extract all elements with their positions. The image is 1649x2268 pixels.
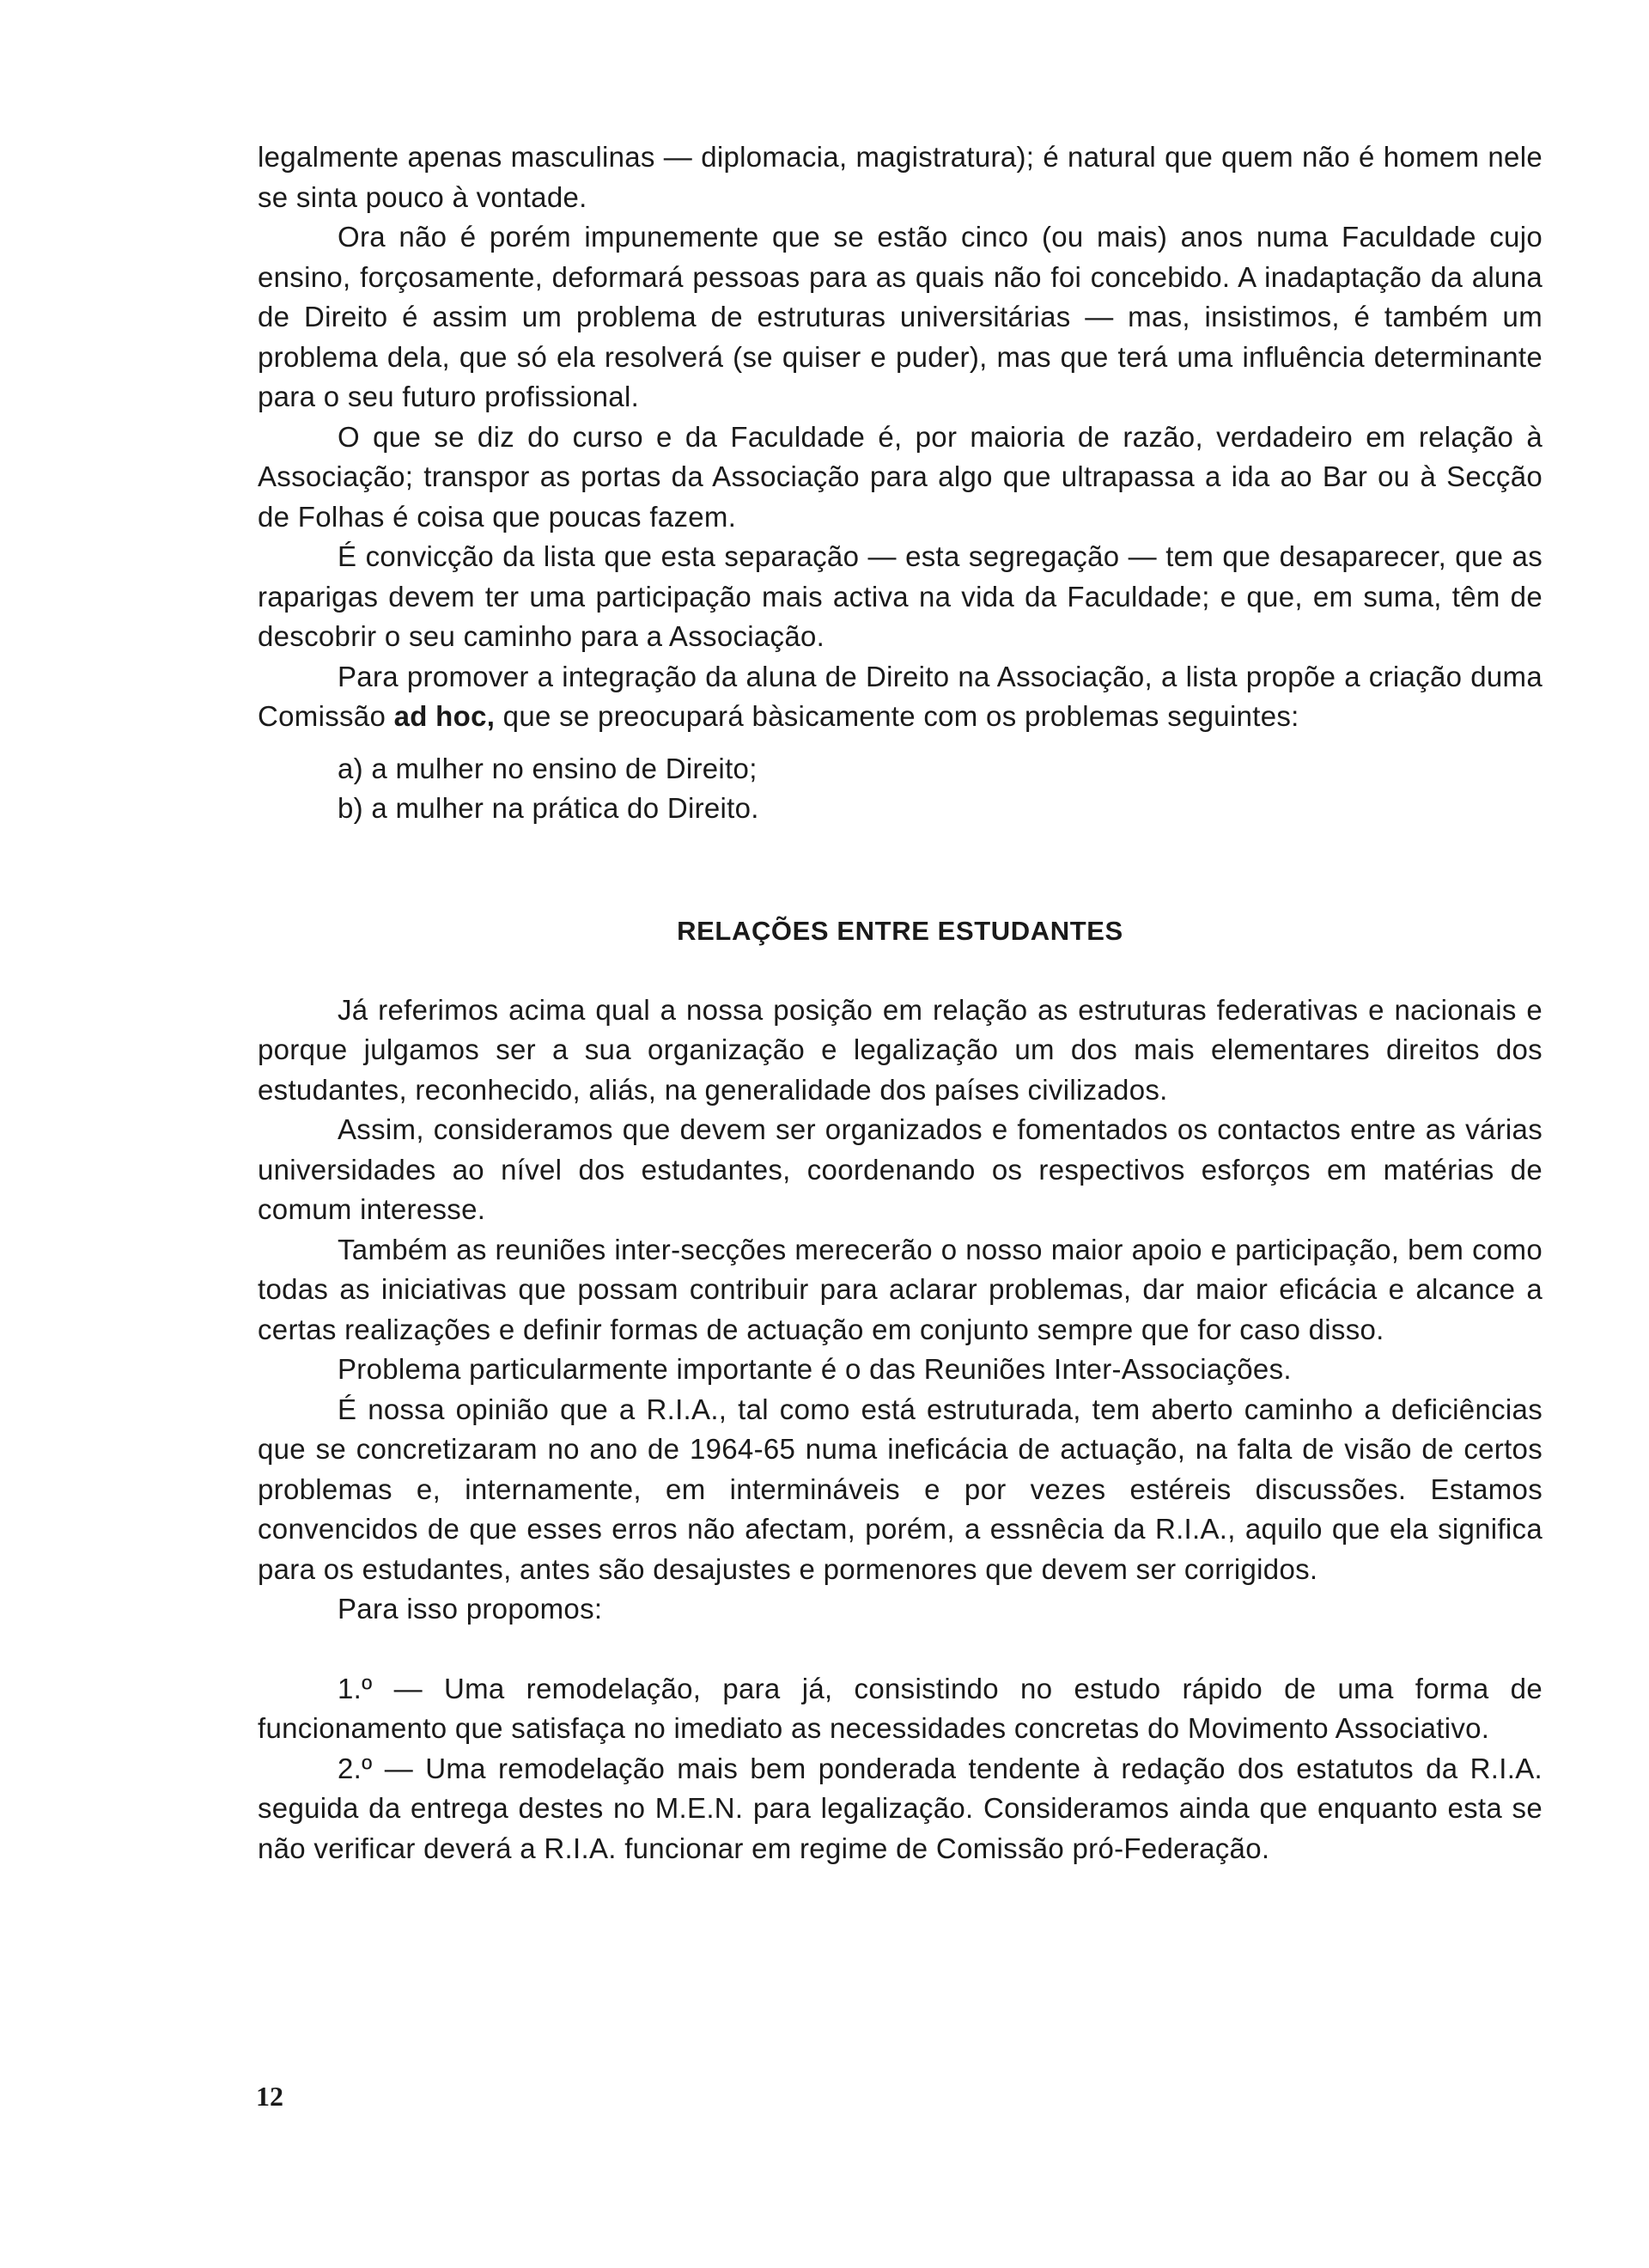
list-item-b: b) a mulher na prática do Direito. xyxy=(338,792,759,824)
spacer xyxy=(258,951,1543,991)
paragraph-inter-sections: Também as reuniões inter-secções merecerão o nosso maior apoio e participação, bem como todas as iniciativas que possam contribuir para aclarar problemas, dar maior eficácia e alcance a certas realizações e definir formas de actuação em conjunto sempre que for caso disso. xyxy=(258,1233,1543,1345)
spacer xyxy=(258,829,1543,911)
paragraph-contacts: Assim, consideramos que devem ser organizados e fomentados os contactos entre as várias universidades ao nível dos estudantes, coordenando os respectivos esforços em matérias de comum interesse. xyxy=(258,1113,1543,1225)
list-item-a: a) a mulher no ensino de Direito; xyxy=(338,752,758,784)
paragraph-segregation: É convicção da lista que esta separação — esta segregação — tem que desaparecer, que as raparigas devem ter uma participação mais activa na vida da Faculdade; e que, em suma, têm de descobrir o seu caminho para a Associação. xyxy=(258,540,1543,652)
commission-text-start: Para promover a integração da aluna de Direito na Associação, a lista propõe a criação duma Comissão xyxy=(258,660,1543,732)
paragraph-federative: Já referimos acima qual a nossa posição em relação as estruturas federativas e nacionais e porque julgamos ser a sua organização e legalização um dos mais elementares direitos dos estudantes, reconhecido, aliás, na generalidade dos países civilizados. xyxy=(258,993,1543,1106)
paragraph-proposals-intro: Para isso propomos: xyxy=(338,1593,603,1625)
paragraph-ria-problem: Problema particularmente importante é o das Reuniões Inter-Associações. xyxy=(338,1353,1292,1385)
paragraph-commission xyxy=(258,657,1543,737)
page-body xyxy=(258,137,1543,1869)
proposal-1: 1.º — Uma remodelação, para já, consistindo no estudo rápido de uma forma de funcionamento que satisfaça no imediato as necessidades concretas do Movimento Associativo. xyxy=(258,1672,1543,1744)
spacer xyxy=(258,1630,1543,1669)
commission-text-end: que se preocupará bàsicamente com os problemas seguintes: xyxy=(495,700,1299,732)
page-number: 12 xyxy=(256,2081,283,2112)
paragraph-continuation: legalmente apenas masculinas — diplomacia, magistratura); é natural que quem não é homem nele se sinta pouco à vontade. xyxy=(258,141,1543,213)
ad-hoc-bold: ad hoc, xyxy=(393,700,496,732)
paragraph-association: O que se diz do curso e da Faculdade é, por maioria de razão, verdadeiro em relação à Associação; transpor as portas da Associação para algo que ultrapassa a ida ao Bar ou à Secção de Folhas é coisa que poucas fazem. xyxy=(258,420,1543,533)
paragraph-ria-opinion: É nossa opinião que a R.I.A., tal como está estruturada, tem aberto caminho a deficiências que se concretizaram no ano de 1964-65 numa ineficácia de actuação, na falta de visão de certos problemas e, internamente, em intermináveis e por vezes estéreis discussões. Estamos convencidos de que esses erros não afectam, porém, a essnêcia da R.I.A., aquilo que ela significa para os estudantes, antes são desajustes e pormenores que devem ser corrigidos. xyxy=(258,1393,1543,1585)
paragraph-inadaptation: Ora não é porém impunemente que se estão cinco (ou mais) anos numa Faculdade cujo ensino, forçosamente, deformará pessoas para as quais não foi concebido. A inadaptação da aluna de Direito é assim um problema de estruturas universitárias — mas, insistimos, é também um problema dela, que só ela resolverá (se quiser e puder), mas que terá uma influência determinante para o seu futuro profissional. xyxy=(258,221,1543,412)
proposal-2: 2.º — Uma remodelação mais bem ponderada tendente à redação dos estatutos da R.I.A. seguida da entrega destes no M.E.N. para legalização. Consideramos ainda que enquanto esta se não verificar deverá a R.I.A. funcionar em regime de Comissão pró-Federação. xyxy=(258,1752,1543,1864)
section-heading: RELAÇÕES ENTRE ESTUDANTES xyxy=(677,915,1123,946)
spacer xyxy=(258,737,1543,749)
